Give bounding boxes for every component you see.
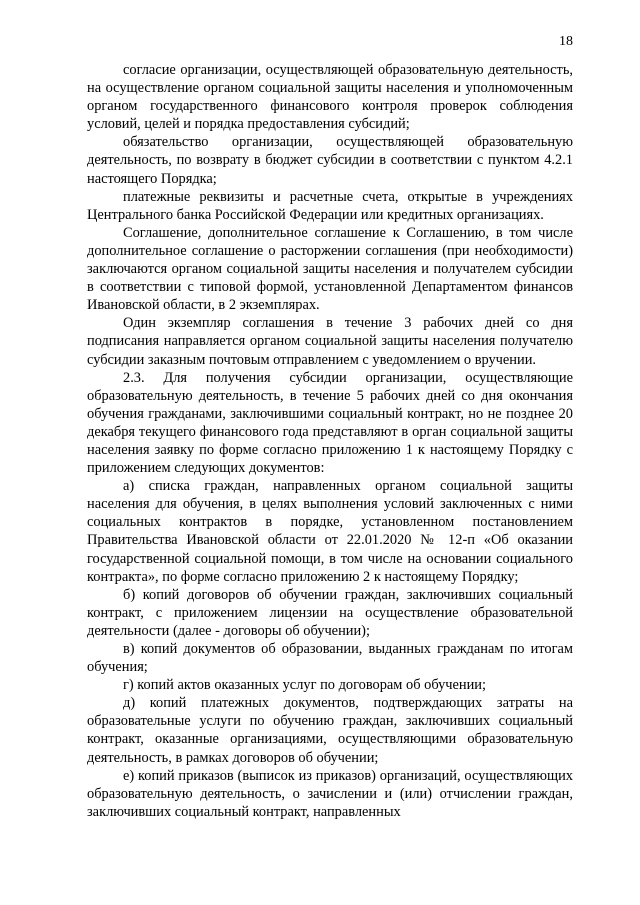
list-item-g: г) копий актов оказанных услуг по договорам об обучении; (123, 677, 487, 694)
list-item-d: д) копий платежных документов, подтверждающих затраты на образовательные услуги по обучению граждан, заключивших социальный контракт, оказанные организациями, осуществляющими образовательную деятельность, в рамках договоров об обучении; (87, 695, 573, 766)
paragraph-obligation: обязательство организации, осуществляющей образовательную деятельность, по возврату в бюджет субсидии в соответствии с пунктом 4.2.1 настоящего Порядка; (87, 134, 573, 187)
page-number: 18 (559, 34, 573, 49)
paragraph-bank-details: платежные реквизиты и расчетные счета, открытые в учреждениях Центрального банка Российской Федерации или кредитных организациях. (87, 188, 573, 223)
paragraph-agreement: Соглашение, дополнительное соглашение к Соглашению, в том числе дополнительное соглашение о расторжении соглашения (при необходимости) заключаются органом социальной защиты населения и получателем субсидии в соответствии с типовой формой, установленной Департаментом финансов Ивановской области, в 2 экземплярах. (87, 224, 573, 314)
paragraph-section-2-3: 2.3. Для получения субсидии организации, осуществляющие образовательную деятельность, в течение 5 рабочих дней со дня окончания обучения гражданами, заключившими социальный контракт, но не позднее 20 декабря текущего финансового года представляют в орган социальной защиты населения заявку по форме согласно приложению 1 к настоящему Порядку с приложением следующих документов: (87, 369, 573, 477)
document-body (87, 61, 573, 821)
list-item-v: в) копий документов об образовании, выданных гражданам по итогам обучения; (87, 641, 573, 676)
list-item-a: а) списка граждан, направленных органом социальной защиты населения для обучения, в целях выполнения условий заключенных с ними социальных контрактов в порядке, установленном постановлением Правительства Ивановской области от 22.01.2020 № 12-п «Об оказании государственной социальной помощи, в том числе на основании социального контракта», по форме согласно приложению 2 к настоящему Порядку; (87, 478, 573, 585)
paragraph-agreement-copy: Один экземпляр соглашения в течение 3 рабочих дней со дня подписания направляется органом социальной защиты населения получателю субсидии заказным почтовым отправлением с уведомлением о вручении. (87, 315, 573, 368)
list-item-b: б) копий договоров об обучении граждан, заключивших социальный контракт, с приложением лицензии на осуществление образовательной деятельности (далее - договоры об обучении); (87, 586, 573, 639)
paragraph-consent: согласие организации, осуществляющей образовательную деятельность, на осуществление органом социальной защиты населения и уполномоченным органом государственного финансового контроля проверок соблюдения условий, целей и порядка предоставления субсидий; (87, 62, 573, 133)
list-item-e: е) копий приказов (выписок из приказов) организаций, осуществляющих образовательную деятельность, о зачислении и (или) отчислении граждан, заключивших социальный контракт, направленных (87, 767, 573, 820)
